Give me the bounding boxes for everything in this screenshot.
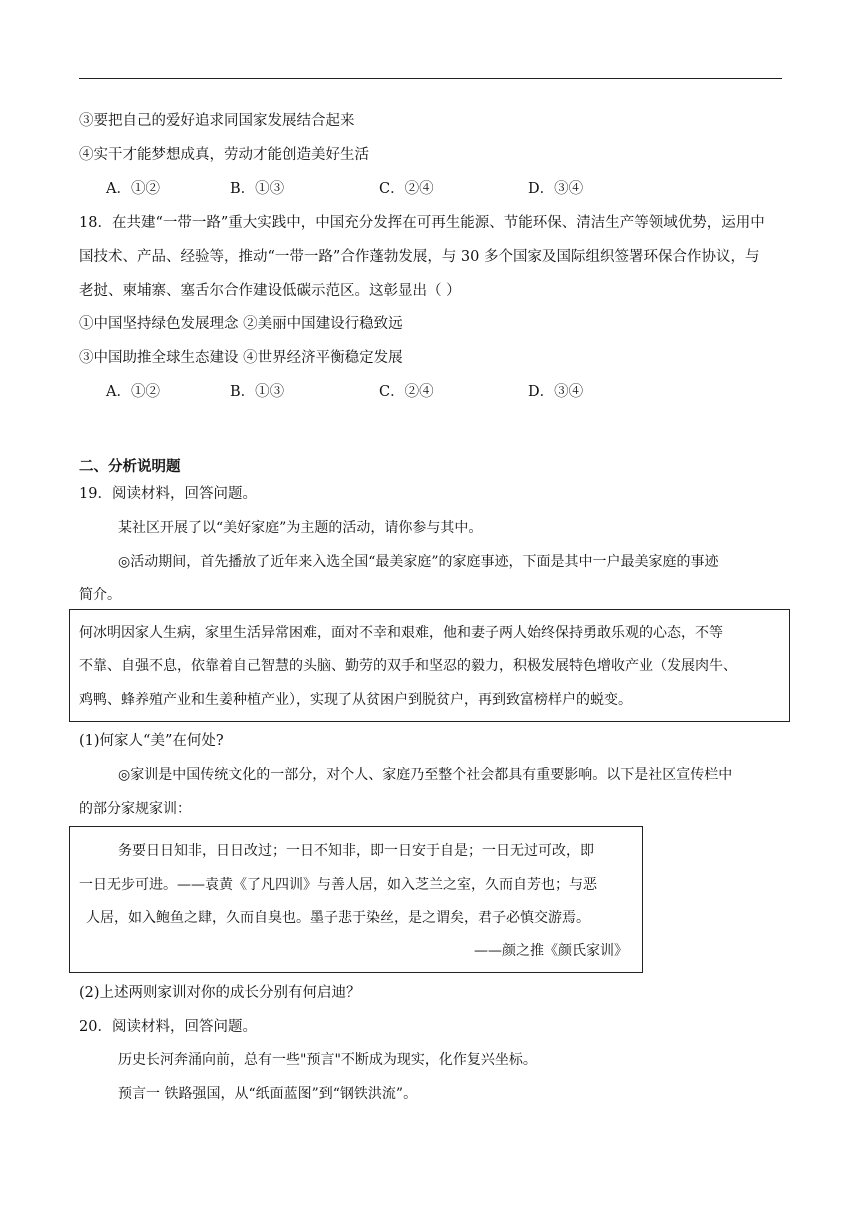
q19-paragraph-2-line-2: 的部分家规家训： (79, 801, 191, 817)
family-story-line-3: 鸡鸭、蜂养殖产业和生姜种植产业），实现了从贫困户到脱贫户，再到致富榜样户的蜕变。 (79, 692, 632, 708)
q18-stem-line-2: 国技术、产品、经验等，推动“一带一路”合作蓬勃发展，与 30 多个国家及国际组织签署环保合作协议，与 (79, 249, 760, 265)
q17-option-b[interactable]: B．①③ (230, 181, 285, 197)
q18-stem-line-1: 18．在共建“一带一路”重大实践中，中国充分发挥在可再生能源、节能环保、清洁生产等领域优势，运用中 (79, 215, 765, 231)
q19-subquestion-1: (1)何家人“美”在何处? (79, 733, 224, 749)
q18-option-c[interactable]: C．②④ (379, 384, 434, 400)
q18-option-d[interactable]: D．③④ (528, 384, 584, 400)
q20-line-1: 历史长河奔涌向前，总有一些"预言"不断成为现实，化作复兴坐标。 (118, 1052, 537, 1068)
q17-option-a[interactable]: A．①② (106, 181, 160, 197)
family-motto-line-3: 人居，如入鲍鱼之肆，久而自臭也。墨子悲于染丝，是之谓矣，君子必慎交游焉。 (86, 910, 590, 926)
section-title: 二、分析说明题 (79, 459, 181, 475)
q17-option-d[interactable]: D．③④ (528, 181, 584, 197)
q17-item-4: ④实干才能梦想成真，劳动才能创造美好生活 (79, 147, 369, 163)
family-motto-line-2: 一日无步可进。——袁黄《了凡四训》与善人居，如入芝兰之室，久而自芳也；与恶 (79, 877, 597, 893)
q18-items-line-1: ①中国坚持绿色发展理念 ②美丽中国建设行稳致远 (79, 316, 403, 332)
family-story-box (69, 609, 790, 722)
q18-stem-line-3: 老挝、柬埔寨、塞舌尔合作建设低碳示范区。这彰显出（ ） (79, 283, 461, 299)
q19-intro: 某社区开展了以“美好家庭”为主题的活动，请你参与其中。 (118, 520, 483, 536)
q18-items-line-2: ③中国助推全球生态建设 ④世界经济平衡稳定发展 (79, 350, 403, 366)
q17-option-c[interactable]: C．②④ (379, 181, 434, 197)
family-motto-line-1: 务要日日知非，日日改过；一日不知非，即一日安于自是；一日无过可改，即 (118, 843, 594, 859)
q19-paragraph-1-line-2: 简介。 (79, 587, 121, 603)
q19-subquestion-2: (2)上述两则家训对你的成长分别有何启迪？ (79, 985, 361, 1001)
q18-option-b[interactable]: B．①③ (230, 384, 285, 400)
family-story-line-1: 何冰明因家人生病，家里生活异常困难，面对不幸和艰难，他和妻子两人始终保持勇敢乐观的心态，不等 (79, 625, 723, 641)
family-motto-attribution: ——颜之推《颜氏家训》 (474, 943, 628, 959)
q20-stem: 20．阅读材料，回答问题。 (79, 1019, 257, 1035)
q19-stem: 19．阅读材料，回答问题。 (79, 486, 257, 502)
q18-option-a[interactable]: A．①② (106, 384, 160, 400)
header-rule (79, 78, 782, 79)
q20-line-2: 预言一 铁路强国，从“纸面蓝图”到“钢铁洪流”。 (118, 1086, 418, 1102)
q17-item-3: ③要把自己的爱好追求同国家发展结合起来 (79, 113, 355, 129)
family-motto-box (69, 826, 643, 973)
q19-paragraph-1-line-1: ◎活动期间，首先播放了近年来入选全国“最美家庭”的家庭事迹，下面是其中一户最美家庭的事迹 (118, 554, 719, 570)
family-story-line-2: 不靠、自强不息，依靠着自己智慧的头脑、勤劳的双手和坚忍的毅力，积极发展特色增收产业（发展肉牛、 (79, 658, 737, 674)
q19-paragraph-2-line-1: ◎家训是中国传统文化的一部分，对个人、家庭乃至整个社会都具有重要影响。以下是社区宣传栏中 (118, 767, 733, 783)
